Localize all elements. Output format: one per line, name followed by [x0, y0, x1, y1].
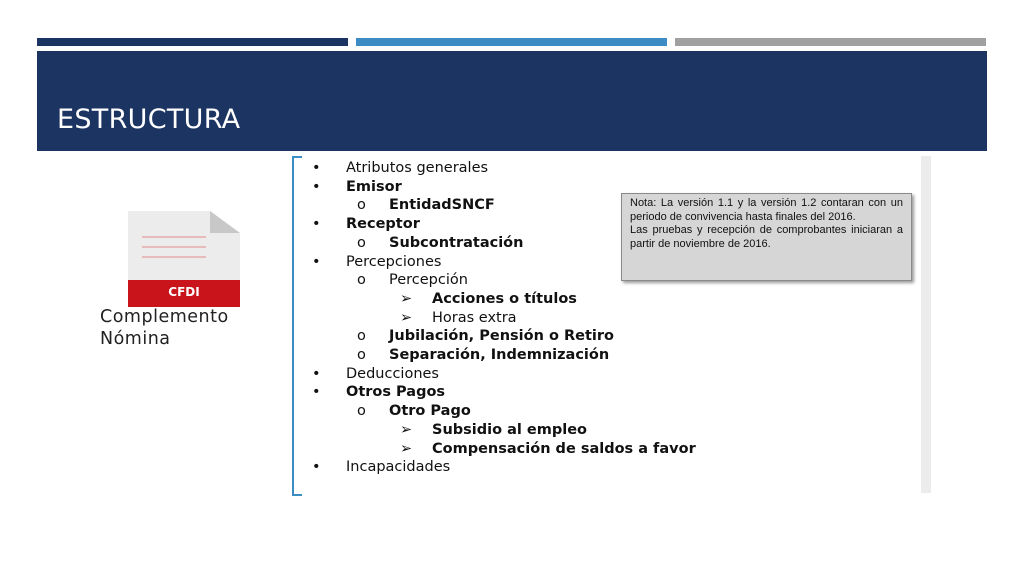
note-paragraph-1: Nota: La versión 1.1 y la versión 1.2 contaran con un periodo de convivencia hasta finales del 2016.: [630, 197, 903, 223]
outline-marker: o: [357, 403, 366, 420]
document-caption: [100, 306, 280, 350]
accent-bar-gray: [675, 38, 986, 46]
panel-edge: [921, 156, 931, 493]
outline-marker: •: [312, 216, 321, 233]
outline-marker: o: [357, 347, 366, 363]
outline-marker: o: [357, 234, 366, 251]
outline-text: Emisor: [346, 178, 402, 195]
outline-marker: •: [312, 160, 321, 176]
caption-line-2: Nómina: [100, 329, 171, 349]
outline-marker: o: [357, 197, 366, 214]
outline-marker: ➢: [400, 421, 413, 438]
accent-bar-blue: [356, 38, 667, 46]
outline-text: Percepciones: [346, 253, 442, 270]
outline-marker: •: [312, 459, 321, 476]
panel-bracket: [292, 156, 302, 496]
accent-bar-dark: [37, 38, 348, 46]
outline-marker: •: [312, 365, 321, 382]
cfdi-label: CFDI: [168, 285, 200, 299]
outline-text: Subcontratación: [389, 234, 524, 251]
outline-marker: •: [312, 253, 321, 270]
outline-text: Separación, Indemnización: [389, 347, 610, 363]
outline-marker: o: [357, 328, 366, 345]
outline-text: EntidadSNCF: [389, 197, 495, 214]
outline-text: Otros Pagos: [346, 384, 446, 401]
outline-text: Deducciones: [346, 365, 439, 382]
note-paragraph-2: Las pruebas y recepción de comprobantes iniciaran a partir de noviembre de 2016.: [630, 224, 903, 250]
outline-marker: o: [357, 272, 366, 289]
outline-text: Incapacidades: [346, 459, 451, 476]
outline-text: Compensación de saldos a favor: [432, 440, 696, 457]
outline-marker: ➢: [400, 440, 413, 457]
outline-text: Receptor: [346, 216, 420, 233]
outline-text: Horas extra: [432, 309, 517, 326]
outline-text: Otro Pago: [389, 403, 471, 420]
outline-text: Jubilación, Pensión o Retiro: [389, 328, 614, 345]
outline-text: Subsidio al empleo: [432, 421, 587, 438]
outline-marker: •: [312, 384, 321, 401]
note-box: [621, 193, 912, 281]
outline-text: Atributos generales: [346, 160, 489, 176]
outline-marker: •: [312, 178, 321, 195]
outline-marker: ➢: [400, 309, 413, 326]
outline-text: Acciones o títulos: [432, 290, 577, 307]
outline-marker: ➢: [400, 290, 413, 307]
caption-line-1: Complemento: [100, 307, 229, 327]
slide-title: ESTRUCTURA: [57, 104, 241, 135]
outline-text: Percepción: [389, 272, 468, 289]
title-banner: [37, 51, 987, 151]
